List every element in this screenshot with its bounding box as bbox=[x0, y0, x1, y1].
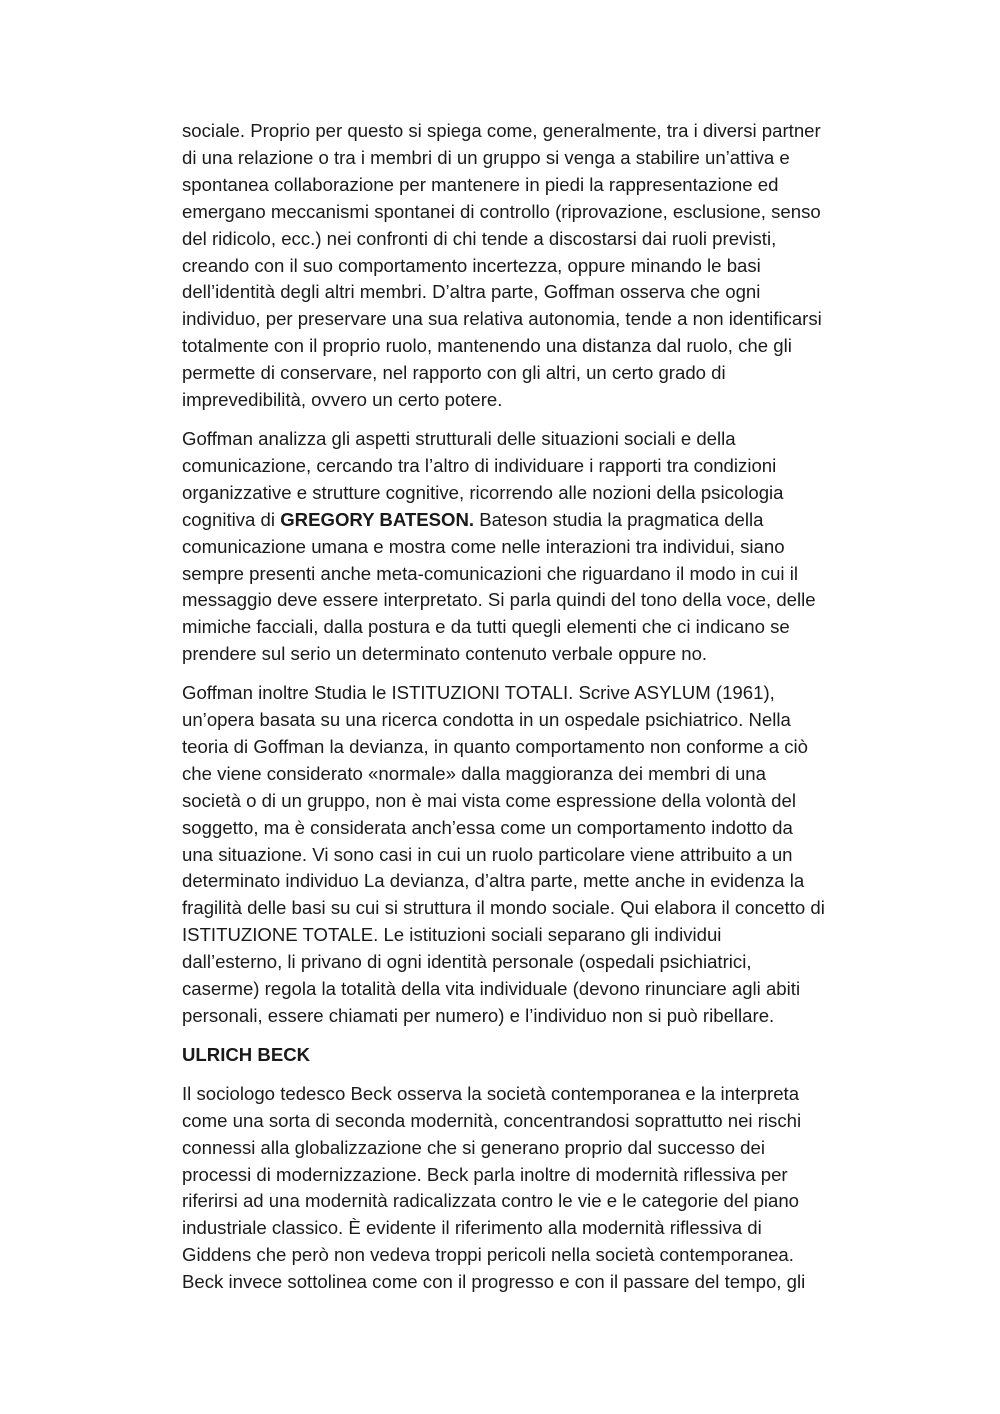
text-line: emergano meccanismi spontanei di controllo (riprovazione, esclusione, senso bbox=[182, 200, 821, 222]
text-line: connessi alla globalizzazione che si generano proprio dal successo dei bbox=[182, 1136, 765, 1158]
paragraph-goffman-bateson bbox=[182, 426, 882, 668]
text-segment: Bateson studia la pragmatica della bbox=[474, 508, 764, 530]
text-line: imprevedibilità, ovvero un certo potere. bbox=[182, 389, 503, 411]
text-line: permette di conservare, nel rapporto con gli altri, un certo grado di bbox=[182, 362, 726, 384]
text-line: dell’identità degli altri membri. D’altra parte, Goffman osserva che ogni bbox=[182, 281, 761, 303]
text-line: messaggio deve essere interpretato. Si parla quindi del tono della voce, delle bbox=[182, 589, 816, 611]
text-line: un’opera basata su una ricerca condotta in un ospedale psichiatrico. Nella bbox=[182, 709, 791, 731]
document-page bbox=[182, 118, 882, 1308]
text-line: caserme) regola la totalità della vita individuale (devono rinunciare agli abiti bbox=[182, 978, 801, 1000]
text-line: che viene considerato «normale» dalla maggioranza dei membri di una bbox=[182, 762, 766, 784]
text-line: società o di un gruppo, non è mai vista come espressione della volontà del bbox=[182, 789, 796, 811]
text-line: soggetto, ma è considerata anch’essa come un comportamento indotto da bbox=[182, 816, 793, 838]
text-line: personali, essere chiamati per numero) e l’individuo non si può ribellare. bbox=[182, 1005, 775, 1026]
text-line: del ridicolo, ecc.) nei confronti di chi tende a discostarsi dai ruoli previsti, bbox=[182, 227, 777, 249]
text-line: fragilità delle basi su cui si struttura il mondo sociale. Qui elabora il concetto di bbox=[182, 897, 825, 919]
text-line: ISTITUZIONE TOTALE. Le istituzioni sociali separano gli individui bbox=[182, 924, 722, 946]
text-line: Goffman inoltre Studia le ISTITUZIONI TOTALI. Scrive ASYLUM (1961), bbox=[182, 682, 775, 704]
text-line: processi di modernizzazione. Beck parla inoltre di modernità riflessiva per bbox=[182, 1163, 788, 1185]
text-line: comunicazione, cercando tra l’altro di individuare i rapporti tra condizioni bbox=[182, 454, 777, 476]
text-line: prendere sul serio un determinato contenuto verbale oppure no. bbox=[182, 643, 708, 665]
section-heading: ULRICH BECK bbox=[182, 1043, 311, 1065]
text-line: Beck invece sottolinea come con il progresso e con il passare del tempo, gli bbox=[182, 1271, 806, 1293]
paragraph-beck bbox=[182, 1081, 882, 1296]
text-line bbox=[182, 507, 882, 534]
text-line: mimiche facciali, dalla postura e da tutti quegli elementi che ci indicano se bbox=[182, 616, 790, 638]
text-line: Giddens che però non vedeva troppi pericoli nella società contemporanea. bbox=[182, 1244, 794, 1266]
text-line: sociale. Proprio per questo si spiega come, generalmente, tra i diversi partner bbox=[182, 120, 821, 141]
text-line: una situazione. Vi sono casi in cui un ruolo particolare viene attribuito a un bbox=[182, 843, 793, 865]
text-line: Il sociologo tedesco Beck osserva la società contemporanea e la interpreta bbox=[182, 1082, 800, 1104]
text-line: industriale classico. È evidente il riferimento alla modernità riflessiva di bbox=[182, 1217, 762, 1239]
text-line: come una sorta di seconda modernità, concentrandosi soprattutto nei rischi bbox=[182, 1109, 802, 1131]
text-line: dall’esterno, li privano di ogni identità personale (ospedali psichiatrici, bbox=[182, 951, 752, 973]
text-segment: cognitiva di bbox=[182, 508, 281, 530]
text-line: teoria di Goffman la devianza, in quanto comportamento non conforme a ciò bbox=[182, 735, 809, 757]
text-line: determinato individuo La devianza, d’altra parte, mette anche in evidenza la bbox=[182, 870, 805, 892]
text-line: spontanea collaborazione per mantenere in piedi la rappresentazione ed bbox=[182, 173, 779, 195]
bold-name-bateson: GREGORY BATESON. bbox=[280, 508, 475, 530]
text-line: di una relazione o tra i membri di un gruppo si venga a stabilire un’attiva e bbox=[182, 146, 790, 168]
text-line: individuo, per preservare una sua relativa autonomia, tende a non identificarsi bbox=[182, 308, 822, 330]
text-line: riferirsi ad una modernità radicalizzata contro le vie e le categorie del piano bbox=[182, 1190, 800, 1212]
paragraph-goffman-roles bbox=[182, 118, 882, 414]
text-line: sempre presenti anche meta-comunicazioni che riguardano il modo in cui il bbox=[182, 562, 798, 584]
text-line: Goffman analizza gli aspetti strutturali delle situazioni sociali e della bbox=[182, 427, 736, 449]
paragraph-istituzioni-totali bbox=[182, 680, 882, 1030]
text-line: creando con il suo comportamento incertezza, oppure minando le basi bbox=[182, 254, 761, 276]
text-line: comunicazione umana e mostra come nelle interazioni tra individui, siano bbox=[182, 535, 785, 557]
text-line: organizzative e strutture cognitive, ricorrendo alle nozioni della psicologia bbox=[182, 481, 784, 503]
text-line: totalmente con il proprio ruolo, mantenendo una distanza dal ruolo, che gli bbox=[182, 335, 792, 357]
